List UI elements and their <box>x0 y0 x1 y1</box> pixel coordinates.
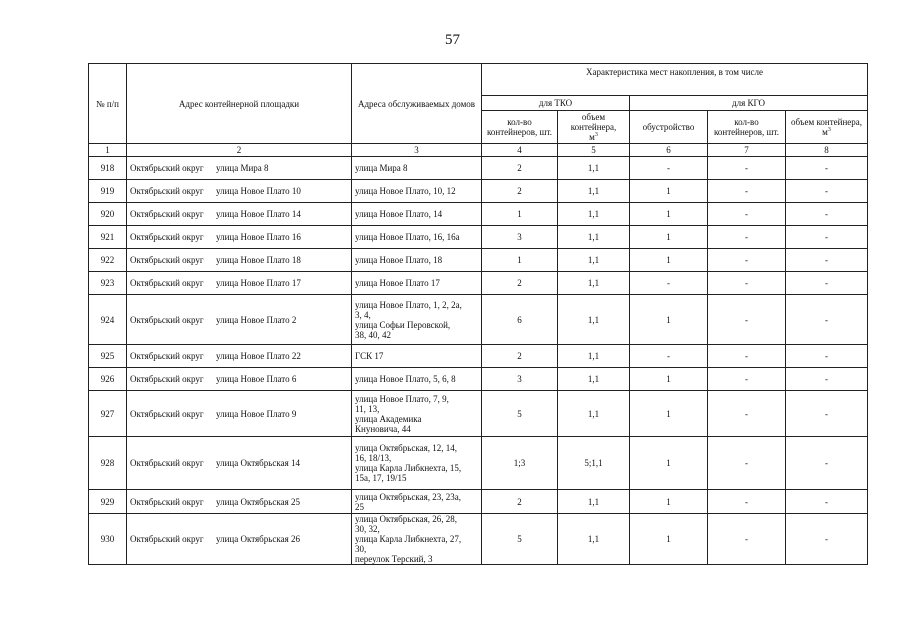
served-houses: улица Мира 8 <box>352 157 482 180</box>
table-row <box>89 226 868 249</box>
site-address <box>127 180 352 203</box>
site-address <box>127 345 352 368</box>
tko-container-volume: 1,1 <box>558 490 630 514</box>
tko-container-count: 5 <box>482 391 558 437</box>
table-row <box>89 490 868 514</box>
table-row <box>89 157 868 180</box>
kgo-container-count: - <box>708 226 786 249</box>
column-index: 3 <box>352 144 482 157</box>
tko-container-count: 6 <box>482 295 558 345</box>
kgo-container-volume: - <box>786 157 868 180</box>
served-houses: улица Новое Плато, 1, 2, 2а, 3, 4, улица Софьи Перовской, 38, 40, 42 <box>352 295 482 345</box>
site-street: улица Новое Плато 17 <box>216 278 301 288</box>
tko-container-volume: 1,1 <box>558 157 630 180</box>
tko-container-count: 2 <box>482 180 558 203</box>
site-district: Октябрьский округ <box>130 314 204 325</box>
row-number: 918 <box>89 157 127 180</box>
tko-container-count: 2 <box>482 490 558 514</box>
site-district: Октябрьский округ <box>130 186 204 196</box>
kgo-container-count: - <box>708 203 786 226</box>
site-address <box>127 391 352 437</box>
table-row <box>89 203 868 226</box>
column-index: 1 <box>89 144 127 157</box>
header-tko-volume-unit: м <box>589 132 595 142</box>
header-tko-count: кол-во контейнеров, шт. <box>482 111 558 144</box>
site-district: Октябрьский округ <box>130 209 204 219</box>
site-street: улица Новое Плато 18 <box>216 255 301 265</box>
site-address <box>127 157 352 180</box>
kgo-facility: - <box>630 345 708 368</box>
served-houses: улица Октябрьская, 26, 28, 30, 32, улица Карла Либкнехта, 27, 30, переулок Терский, 3 <box>352 514 482 565</box>
served-houses: ГСК 17 <box>352 345 482 368</box>
column-index: 8 <box>786 144 868 157</box>
served-houses: улица Новое Плато, 18 <box>352 249 482 272</box>
tko-container-volume: 1,1 <box>558 249 630 272</box>
header-kgo-volume <box>786 111 868 144</box>
kgo-container-count: - <box>708 295 786 345</box>
table-body <box>89 157 868 565</box>
tko-container-volume: 1,1 <box>558 345 630 368</box>
tko-container-count: 1 <box>482 249 558 272</box>
site-address <box>127 490 352 514</box>
tko-container-count: 1;3 <box>482 437 558 490</box>
kgo-container-volume: - <box>786 391 868 437</box>
kgo-container-count: - <box>708 180 786 203</box>
column-index: 5 <box>558 144 630 157</box>
site-district: Октябрьский округ <box>130 374 204 384</box>
row-number: 920 <box>89 203 127 226</box>
kgo-container-volume: - <box>786 368 868 391</box>
site-street: улица Новое Плато 2 <box>216 314 297 325</box>
kgo-container-count: - <box>708 391 786 437</box>
site-district: Октябрьский округ <box>130 408 204 419</box>
site-street: улица Новое Плато 14 <box>216 209 301 219</box>
header-kgo-volume-sup: 3 <box>827 127 831 133</box>
row-number: 927 <box>89 391 127 437</box>
kgo-container-volume: - <box>786 490 868 514</box>
site-district: Октябрьский округ <box>130 351 204 361</box>
kgo-container-count: - <box>708 437 786 490</box>
kgo-container-volume: - <box>786 514 868 565</box>
kgo-container-count: - <box>708 490 786 514</box>
table-row <box>89 249 868 272</box>
row-number: 930 <box>89 514 127 565</box>
kgo-facility: 1 <box>630 391 708 437</box>
row-number: 926 <box>89 368 127 391</box>
kgo-container-count: - <box>708 249 786 272</box>
kgo-facility: 1 <box>630 180 708 203</box>
row-number: 925 <box>89 345 127 368</box>
kgo-facility: 1 <box>630 203 708 226</box>
table-row <box>89 272 868 295</box>
site-street: улица Новое Плато 16 <box>216 232 301 242</box>
kgo-facility: 1 <box>630 368 708 391</box>
header-address: Адрес контейнерной площадки <box>127 64 352 144</box>
site-street: улица Новое Плато 9 <box>216 408 297 419</box>
kgo-container-volume: - <box>786 345 868 368</box>
kgo-facility: 1 <box>630 437 708 490</box>
site-district: Октябрьский округ <box>130 232 204 242</box>
tko-container-volume: 1,1 <box>558 272 630 295</box>
kgo-container-count: - <box>708 514 786 565</box>
tko-container-volume: 1,1 <box>558 368 630 391</box>
site-district: Октябрьский округ <box>130 458 204 468</box>
kgo-facility: 1 <box>630 226 708 249</box>
tko-container-volume: 1,1 <box>558 203 630 226</box>
row-number: 924 <box>89 295 127 345</box>
table-row <box>89 180 868 203</box>
tko-container-volume: 1,1 <box>558 514 630 565</box>
kgo-container-volume: - <box>786 272 868 295</box>
served-houses: улица Новое Плато, 7, 9, 11, 13, улица Академика Кнуновича, 44 <box>352 391 482 437</box>
served-houses: улица Октябрьская, 23, 23а, 25 <box>352 490 482 514</box>
site-address <box>127 295 352 345</box>
container-sites-table <box>88 63 868 565</box>
site-address <box>127 272 352 295</box>
header-kgo-facility: обустройство <box>630 111 708 144</box>
kgo-container-count: - <box>708 157 786 180</box>
kgo-facility: 1 <box>630 490 708 514</box>
tko-container-count: 2 <box>482 157 558 180</box>
header-kgo-volume-text: объем контейнера, <box>791 117 863 127</box>
tko-container-count: 3 <box>482 226 558 249</box>
site-district: Октябрьский округ <box>130 534 204 544</box>
tko-container-count: 2 <box>482 345 558 368</box>
kgo-container-count: - <box>708 345 786 368</box>
table-row <box>89 391 868 437</box>
header-characteristics: Характеристика мест накопления, в том числе <box>482 64 868 96</box>
tko-container-volume: 1,1 <box>558 226 630 249</box>
site-street: улица Октябрьская 26 <box>216 534 300 544</box>
site-address <box>127 368 352 391</box>
tko-container-count: 2 <box>482 272 558 295</box>
site-address <box>127 226 352 249</box>
site-address <box>127 437 352 490</box>
kgo-container-volume: - <box>786 180 868 203</box>
table-row <box>89 368 868 391</box>
site-street: улица Мира 8 <box>216 163 269 173</box>
site-address <box>127 203 352 226</box>
site-address <box>127 249 352 272</box>
column-index: 4 <box>482 144 558 157</box>
row-number: 922 <box>89 249 127 272</box>
kgo-facility: - <box>630 157 708 180</box>
row-number: 928 <box>89 437 127 490</box>
site-street: улица Октябрьская 25 <box>216 496 300 507</box>
tko-container-volume: 1,1 <box>558 180 630 203</box>
kgo-container-volume: - <box>786 437 868 490</box>
table-row <box>89 437 868 490</box>
kgo-facility: 1 <box>630 295 708 345</box>
site-address <box>127 514 352 565</box>
row-number: 929 <box>89 490 127 514</box>
kgo-facility: 1 <box>630 514 708 565</box>
site-street: улица Октябрьская 14 <box>216 458 300 468</box>
kgo-container-count: - <box>708 368 786 391</box>
table-row <box>89 345 868 368</box>
site-district: Октябрьский округ <box>130 496 204 507</box>
kgo-facility: 1 <box>630 249 708 272</box>
header-group-kgo: для КГО <box>630 96 868 111</box>
row-number: 923 <box>89 272 127 295</box>
kgo-container-volume: - <box>786 295 868 345</box>
kgo-container-count: - <box>708 272 786 295</box>
header-tko-volume-sup: 3 <box>594 132 598 138</box>
row-number: 921 <box>89 226 127 249</box>
row-number: 919 <box>89 180 127 203</box>
tko-container-volume: 1,1 <box>558 391 630 437</box>
column-index: 6 <box>630 144 708 157</box>
header-group-tko: для ТКО <box>482 96 630 111</box>
page-number: 57 <box>445 32 460 48</box>
kgo-facility: - <box>630 272 708 295</box>
kgo-container-volume: - <box>786 249 868 272</box>
site-street: улица Новое Плато 10 <box>216 186 301 196</box>
tko-container-count: 3 <box>482 368 558 391</box>
served-houses: улица Новое Плато, 16, 16а <box>352 226 482 249</box>
kgo-container-volume: - <box>786 203 868 226</box>
tko-container-volume: 1,1 <box>558 295 630 345</box>
site-district: Октябрьский округ <box>130 163 204 173</box>
table-row <box>89 295 868 345</box>
column-index: 2 <box>127 144 352 157</box>
site-district: Октябрьский округ <box>130 255 204 265</box>
header-tko-volume <box>558 111 630 144</box>
header-kgo-count: кол-во контейнеров, шт. <box>708 111 786 144</box>
site-district: Октябрьский округ <box>130 278 204 288</box>
site-street: улица Новое Плато 6 <box>216 374 297 384</box>
tko-container-count: 1 <box>482 203 558 226</box>
kgo-container-volume: - <box>786 226 868 249</box>
served-houses: улица Новое Плато, 5, 6, 8 <box>352 368 482 391</box>
served-houses: улица Новое Плато, 10, 12 <box>352 180 482 203</box>
tko-container-count: 5 <box>482 514 558 565</box>
header-kgo-volume-unit: м <box>822 127 828 137</box>
served-houses: улица Новое Плато, 14 <box>352 203 482 226</box>
header-tko-volume-text: объем контейнера, <box>570 112 617 132</box>
header-served: Адреса обслуживаемых домов <box>352 64 482 144</box>
served-houses: улица Новое Плато 17 <box>352 272 482 295</box>
column-index: 7 <box>708 144 786 157</box>
site-street: улица Новое Плато 22 <box>216 351 301 361</box>
table-row <box>89 514 868 565</box>
header-num: № п/п <box>89 64 127 144</box>
tko-container-volume: 5;1,1 <box>558 437 630 490</box>
served-houses: улица Октябрьская, 12, 14, 16, 18/13, улица Карла Либкнехта, 15, 15а, 17, 19/15 <box>352 437 482 490</box>
